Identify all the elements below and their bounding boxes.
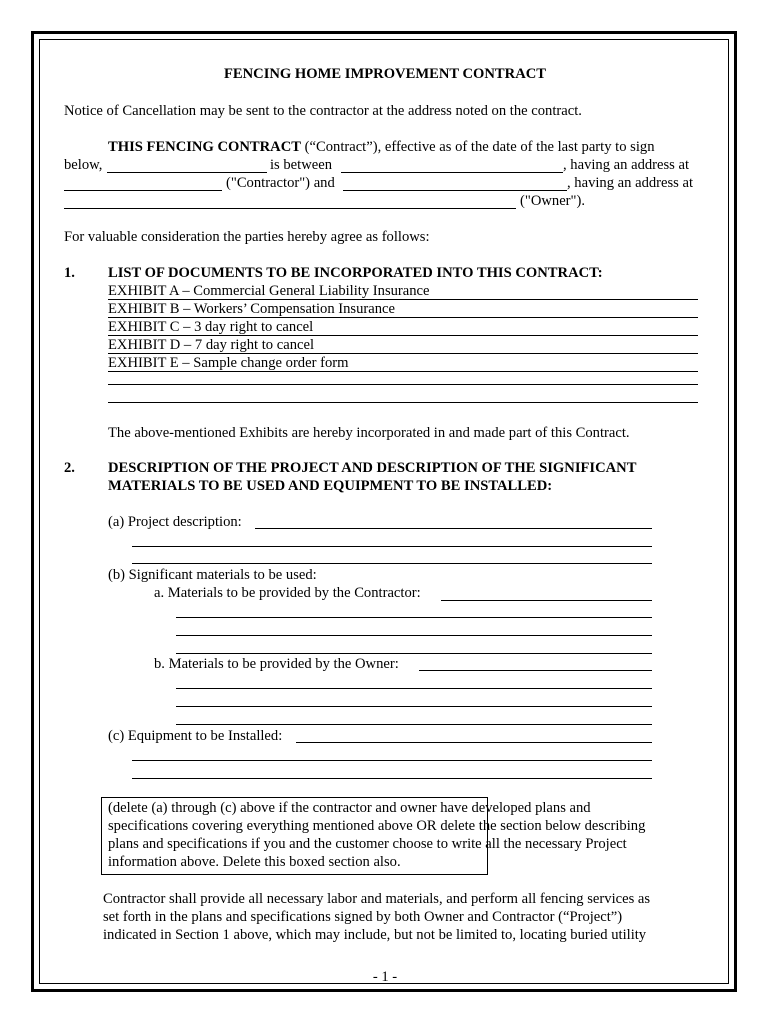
instruction-line: (delete (a) through (c) above if the contractor and owner have developed plans and: [108, 800, 591, 816]
exhibit-c-label: EXHIBIT C – 3 day right to cancel: [108, 319, 314, 335]
section-1-number: 1.: [64, 265, 75, 281]
equipment-field[interactable]: [132, 778, 652, 779]
instruction-line: information above. Delete this boxed section also.: [108, 854, 401, 870]
instruction-line: specifications covering everything mentioned above OR delete the section below describing: [108, 818, 646, 834]
section-2-heading-line-2: MATERIALS TO BE USED AND EQUIPMENT TO BE INSTALLED:: [108, 478, 553, 494]
contractor-address-field[interactable]: [64, 190, 222, 191]
is-between-label: is between: [270, 157, 333, 173]
contractor-label: ("Contractor") and: [226, 175, 335, 191]
exhibit-a-label: EXHIBIT A – Commercial General Liability Insurance: [108, 283, 430, 299]
owner-address-field[interactable]: [64, 208, 516, 209]
instruction-line: plans and specifications if you and the customer choose to write all the necessary Project: [108, 836, 627, 852]
exhibit-d-label: EXHIBIT D – 7 day right to cancel: [108, 337, 315, 353]
exhibit-row[interactable]: [108, 300, 698, 318]
closing-line: Contractor shall provide all necessary labor and materials, and perform all fencing services as: [103, 891, 651, 907]
exhibit-row[interactable]: [108, 318, 698, 336]
date-blank-field[interactable]: [107, 172, 267, 173]
page-number: - 1 -: [372, 969, 398, 985]
owner-materials-field[interactable]: [176, 724, 652, 725]
project-description-label: (a) Project description:: [108, 514, 242, 530]
section-2-heading-line-1: DESCRIPTION OF THE PROJECT AND DESCRIPTION OF THE SIGNIFICANT: [108, 460, 637, 476]
section-2-number: 2.: [64, 460, 75, 476]
owner-label: ("Owner").: [520, 193, 585, 209]
project-description-field[interactable]: [132, 546, 652, 547]
consideration-statement: For valuable consideration the parties hereby agree as follows:: [64, 229, 430, 245]
contractor-materials-field[interactable]: [176, 617, 652, 618]
intro-line-1: [108, 139, 655, 156]
having-address-label-2: , having an address at: [567, 175, 694, 191]
significant-materials-label: (b) Significant materials to be used:: [108, 567, 317, 583]
equipment-field[interactable]: [296, 742, 652, 743]
exhibit-blank-line[interactable]: [108, 384, 698, 385]
having-address-label-1: , having an address at: [563, 157, 690, 173]
contractor-materials-field[interactable]: [176, 653, 652, 654]
instruction-box: [101, 797, 646, 875]
closing-line: set forth in the plans and specifications signed by both Owner and Contractor (“Project”): [103, 909, 623, 925]
contractor-materials-field[interactable]: [176, 635, 652, 636]
contractor-materials-field[interactable]: [441, 600, 652, 601]
contractor-name-field[interactable]: [341, 172, 563, 173]
exhibit-b-label: EXHIBIT B – Workers’ Compensation Insurance: [108, 301, 395, 317]
cancellation-notice: Notice of Cancellation may be sent to the contractor at the address noted on the contract.: [64, 103, 582, 119]
exhibits-incorporated-statement: The above-mentioned Exhibits are hereby incorporated in and made part of this Contract.: [108, 425, 630, 441]
owner-materials-field[interactable]: [419, 670, 652, 671]
owner-materials-field[interactable]: [176, 688, 652, 689]
project-description-field[interactable]: [132, 563, 652, 564]
equipment-field[interactable]: [132, 760, 652, 761]
owner-name-field[interactable]: [343, 190, 567, 191]
closing-line: indicated in Section 1 above, which may include, but not be limited to, locating buried utility: [103, 927, 647, 943]
below-label: below,: [64, 157, 103, 173]
exhibit-row[interactable]: [108, 354, 698, 372]
project-description-field[interactable]: [255, 528, 652, 529]
exhibit-blank-line[interactable]: [108, 402, 698, 403]
equipment-label: (c) Equipment to be Installed:: [108, 728, 283, 744]
document-title: FENCING HOME IMPROVEMENT CONTRACT: [223, 66, 547, 82]
exhibit-row[interactable]: [108, 282, 698, 300]
owner-materials-field[interactable]: [176, 706, 652, 707]
contract-lead-rest: (“Contract”), effective as of the date of the last party to sign: [301, 139, 655, 155]
section-1-heading: LIST OF DOCUMENTS TO BE INCORPORATED INTO THIS CONTRACT:: [108, 265, 603, 281]
contractor-materials-label: a. Materials to be provided by the Contractor:: [154, 585, 421, 601]
contract-lead: THIS FENCING CONTRACT: [108, 139, 301, 155]
exhibit-row[interactable]: [108, 336, 698, 354]
owner-materials-label: b. Materials to be provided by the Owner:: [154, 656, 399, 672]
exhibit-e-label: EXHIBIT E – Sample change order form: [108, 355, 349, 371]
